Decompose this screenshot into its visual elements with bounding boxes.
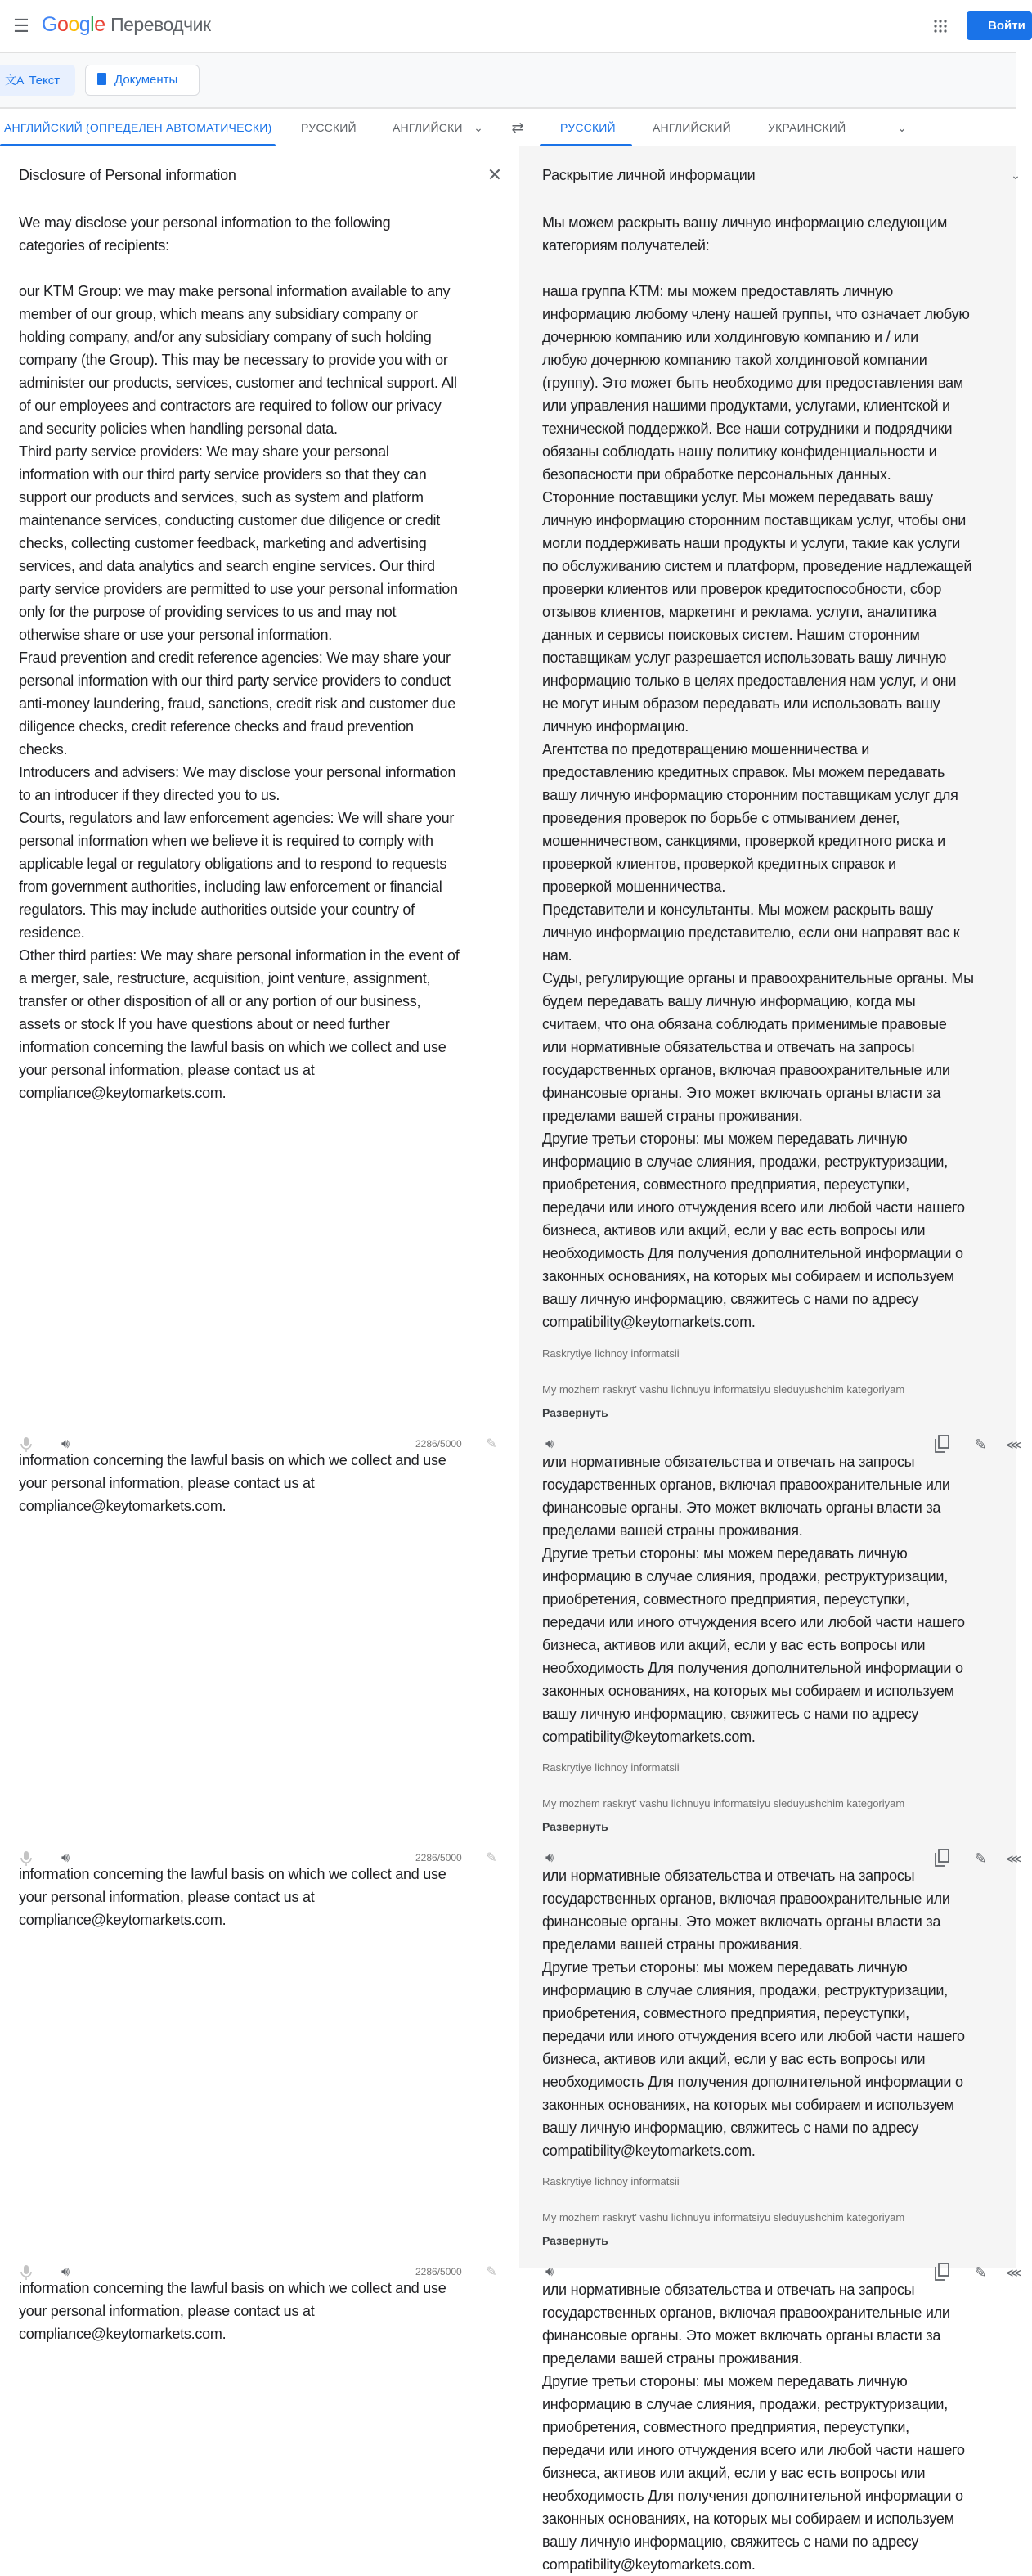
target-text-line: информацию в случае слияния, продажи, реструктуризации,: [542, 2396, 948, 2412]
target-text-line: пределами вашей страны проживания.: [542, 1108, 803, 1124]
source-text-line: otherwise share or use your personal information.: [19, 627, 332, 643]
source-text-line: Courts, regulators and law enforcement agencies: We will share your: [19, 810, 455, 826]
target-text-line: будем передавать вашу личную информацию, когда мы: [542, 993, 916, 1009]
target-text-line: Агентства по предотвращению мошенничества и: [542, 741, 870, 758]
source-text-line: of our employees and contractors are required to follow our privacy: [19, 398, 442, 414]
target-text-line: информацию в случае слияния, продажи, реструктуризации,: [542, 1153, 948, 1170]
target-text-line: вашу личную информацию сторонним поставщикам услуг для: [542, 787, 958, 803]
expand-link[interactable]: Развернуть: [542, 2234, 608, 2247]
target-listen-speaker-icon[interactable]: 🔊︎: [545, 1851, 554, 1865]
suggest-edit-pencil-icon[interactable]: ✎: [974, 2264, 987, 2281]
target-text-line: compatibility@keytomarkets.com.: [542, 1314, 756, 1330]
target-text-line: необходимость Для получения дополнительной информации о: [542, 1245, 963, 1261]
copy-icon[interactable]: [932, 1847, 952, 1868]
target-more-chevron-icon[interactable]: ⌄: [897, 120, 907, 134]
source-text-line: your personal information, please contact us at: [19, 2303, 315, 2319]
language-bar: [0, 109, 1016, 146]
text-mode-label: Текст: [29, 74, 61, 88]
source-text-line: holding company, and/or any subsidiary company of such holding: [19, 329, 432, 345]
target-text-line: пределами вашей страны проживания.: [542, 2350, 803, 2367]
source-text-line: regulators. This may include authorities outside your country of: [19, 901, 415, 918]
copy-icon[interactable]: [932, 1433, 952, 1454]
source-text-line: categories of recipients:: [19, 237, 169, 254]
target-text-line: любую дочернюю компанию такой холдинговой компании: [542, 352, 927, 368]
source-text-line: support our products and services, such as system and platform: [19, 489, 424, 506]
target-text-line: compatibility@keytomarkets.com.: [542, 1729, 756, 1745]
source-text-line: our KTM Group: we may make personal information available to any: [19, 283, 451, 299]
target-text-line: финансовые органы. Это может включать органы власти за: [542, 1085, 941, 1101]
clear-source-close-icon[interactable]: ✕: [487, 164, 503, 185]
suggest-edit-pencil-icon[interactable]: ✎: [974, 1436, 987, 1453]
target-text-line: по обслуживанию систем и платформ, проведение надлежащей: [542, 558, 972, 574]
target-text-line: бизнеса, активов или акций, если у вас есть вопросы или: [542, 2051, 926, 2067]
source-text-line: maintenance services, conducting customer due diligence or credit: [19, 512, 441, 528]
source-lang-detected[interactable]: АНГЛИЙСКИЙ (ОПРЕДЕЛЕН АВТОМАТИЧЕСКИ): [4, 121, 272, 134]
source-lang-english[interactable]: АНГЛИЙСКИ: [393, 121, 463, 134]
source-text-line: member of our group, which means any subsidiary company or: [19, 306, 418, 322]
target-text-line: считаем, что она обязана соблюдать применимые правовые: [542, 1016, 947, 1032]
target-text-line: бизнеса, активов или акций, если у вас есть вопросы или: [542, 1637, 926, 1653]
source-text-line: only for the purpose of providing services to us and may not: [19, 604, 397, 620]
source-text-line: to an introducer if they directed you to us.: [19, 787, 280, 803]
target-text-line: безопасности при обработке персональных данных.: [542, 466, 891, 483]
target-text-line: вашу личную информацию, свяжитесь с нами по адресу: [542, 1291, 919, 1307]
source-text-line: information concerning the lawful basis on which we collect and use: [19, 1866, 446, 1882]
source-text-line: personal information with our third party service providers to conduct: [19, 672, 451, 689]
source-text-line: services, and data analytics and search engine services. Our third: [19, 558, 435, 574]
target-text-line: приобретения, совместного предприятия, переуступки,: [542, 1591, 909, 1607]
share-icon[interactable]: ⋘: [1006, 1437, 1022, 1451]
target-text-line: необходимость Для получения дополнительной информации о: [542, 2488, 963, 2504]
target-text-line: передачи или иного отчуждения всего или любой части нашего: [542, 2028, 965, 2044]
source-text-line: from government authorities, including law enforcement or financial: [19, 879, 442, 895]
source-lang-underline: [0, 144, 276, 146]
target-text-line: мошенничеством, санкциями, проверкой кредитного риска и: [542, 833, 945, 849]
source-text-line: transfer or other disposition of all or any portion of our business,: [19, 993, 421, 1009]
target-listen-speaker-icon[interactable]: 🔊︎: [545, 2265, 554, 2279]
share-icon[interactable]: ⋘: [1006, 2265, 1022, 2279]
edit-pencil-icon[interactable]: ✎: [486, 1437, 497, 1451]
target-text-line: предоставлению кредитных справок. Мы можем передавать: [542, 764, 945, 780]
source-text-line: information concerning the lawful basis on which we collect and use: [19, 1452, 446, 1468]
target-text-line: информацию в случае слияния, продажи, реструктуризации,: [542, 1568, 948, 1585]
target-text-line: финансовые органы. Это может включать органы власти за: [542, 1499, 941, 1516]
source-text-line: Third party service providers: We may share your personal: [19, 443, 389, 460]
target-text-line: пределами вашей страны проживания.: [542, 1936, 803, 1953]
source-text-line: compliance@keytomarkets.com.: [19, 2326, 227, 2342]
edit-pencil-icon[interactable]: ✎: [486, 1851, 497, 1865]
target-text-line: Другие третьи стороны: мы можем передавать личную: [542, 1131, 908, 1147]
target-text-line: передачи или иного отчуждения всего или любой части нашего: [542, 2442, 965, 2458]
source-text-line: Fraud prevention and credit reference agencies: We may share your: [19, 650, 451, 666]
target-text-line: Суды, регулирующие органы и правоохранительные органы. Мы: [542, 970, 974, 987]
target-text-line: вашу личную информацию, свяжитесь с нами по адресу: [542, 2120, 919, 2136]
target-text-line: финансовые органы. Это может включать органы власти за: [542, 1913, 941, 1930]
romanization-text: My mozhem raskryt' vashu lichnuyu informatsiyu sleduyushchim kategoriyam: [542, 1383, 905, 1396]
target-text-line: обязаны соблюдать нашу политику конфиденциальности и: [542, 443, 937, 460]
copy-icon[interactable]: [932, 2261, 952, 2282]
source-lang-russian[interactable]: РУССКИЙ: [301, 121, 357, 134]
swap-languages-icon[interactable]: ⇄: [511, 119, 524, 136]
expand-link[interactable]: Развернуть: [542, 1406, 608, 1419]
target-text-line: технической поддержкой. Все наши сотрудники и подрядчики: [542, 420, 953, 437]
target-text-line: приобретения, совместного предприятия, переуступки,: [542, 2005, 909, 2021]
target-text-line: проверкой клиентов, проверкой кредитных справок и: [542, 856, 896, 872]
target-text-line: бизнеса, активов или акций, если у вас есть вопросы или: [542, 1222, 926, 1239]
target-text-line: Другие третьи стороны: мы можем передавать личную: [542, 2373, 908, 2389]
target-text-line: (группу). Это может быть необходимо для предоставления вам: [542, 375, 963, 391]
romanization-text: My mozhem raskryt' vashu lichnuyu informatsiyu sleduyushchim kategoriyam: [542, 1797, 905, 1809]
share-icon[interactable]: ⋘: [1006, 1851, 1022, 1865]
documents-mode-button[interactable]: [85, 65, 200, 96]
target-text-line: или нормативные обязательства и отвечать на запросы: [542, 1868, 915, 1884]
source-text-line: Other third parties: We may share personal information in the event of: [19, 947, 460, 964]
target-text-line: поставщикам услуг разрешается использовать вашу личную: [542, 650, 947, 666]
target-lang-ukrainian[interactable]: УКРАИНСКИЙ: [768, 121, 846, 134]
target-text-line: могли поддерживать наши продукты и услуги, такие как услуги: [542, 535, 961, 551]
text-mode-button[interactable]: [0, 65, 75, 96]
target-text-line: передачи или иного отчуждения всего или любой части нашего: [542, 1199, 965, 1216]
source-more-chevron-icon[interactable]: ⌄: [473, 120, 483, 134]
target-text-line: дочернюю компанию или холдинговую компанию и / или: [542, 329, 918, 345]
document-icon: [97, 73, 106, 85]
target-text-line: государственных органов, включая правоохранительные или: [542, 1477, 950, 1493]
target-lang-english[interactable]: АНГЛИЙСКИЙ: [653, 121, 731, 134]
romanization-title: Raskrytiye lichnoy informatsii: [542, 1761, 680, 1774]
product-name: Переводчик: [110, 14, 211, 35]
target-text-line: законных основаниях, на которых мы собираем и используем: [542, 2097, 954, 2113]
source-text-line: Introducers and advisers: We may disclose your personal information: [19, 764, 456, 780]
source-text-line: anti-money laundering, fraud, sanctions, credit risk and customer due: [19, 695, 456, 712]
target-text-line: проверки клиентов или проверок кредитоспособности, сбор: [542, 581, 942, 597]
character-count: 2286/5000: [415, 1852, 462, 1863]
app-header: [0, 0, 1025, 53]
menu-icon[interactable]: ☰: [13, 16, 29, 36]
source-text-line: your personal information, please contact us at: [19, 1889, 315, 1905]
source-text-line: information concerning the lawful basis on which we collect and use: [19, 2280, 446, 2296]
translate-icon: 文A: [5, 74, 25, 87]
edit-pencil-icon[interactable]: ✎: [486, 2265, 497, 2279]
target-text-line: законных основаниях, на которых мы собираем и используем: [542, 2511, 954, 2527]
apps-grid-icon[interactable]: [929, 15, 952, 38]
target-text-line: нам.: [542, 947, 572, 964]
target-text-line: информацию только в целях предоставления нам услуг, и они: [542, 672, 957, 689]
romanization-title: Raskrytiye lichnoy informatsii: [542, 1347, 680, 1360]
expand-link[interactable]: Развернуть: [542, 1820, 608, 1833]
target-text-line: пределами вашей страны проживания.: [542, 1522, 803, 1539]
target-text-line: законных основаниях, на которых мы собираем и используем: [542, 1683, 954, 1699]
target-text-line: или нормативные обязательства и отвечать на запросы: [542, 1039, 915, 1055]
target-text-line: или управления нашими продуктами, услугами, клиентской и: [542, 398, 950, 414]
source-text-line: residence.: [19, 924, 85, 941]
source-text-line: company (the Group). This may be necessary to provide you with or: [19, 352, 448, 368]
target-text-line: категориям получателей:: [542, 237, 710, 254]
source-text-line: checks.: [19, 741, 68, 758]
google-logo[interactable]: Google Переводчик: [42, 13, 211, 36]
target-text-line: или нормативные обязательства и отвечать на запросы: [542, 1454, 915, 1470]
source-text-line: assets or stock If you have questions about or need further: [19, 1016, 390, 1032]
source-listen-speaker-icon[interactable]: 🔊︎: [61, 1851, 70, 1865]
source-text-line: information concerning the lawful basis on which we collect and use: [19, 1039, 446, 1055]
target-text-line: приобретения, совместного предприятия, переуступки,: [542, 2419, 909, 2435]
romanization-title: Raskrytiye lichnoy informatsii: [542, 2175, 680, 2187]
suggest-edit-pencil-icon[interactable]: ✎: [974, 1850, 987, 1867]
target-listen-speaker-icon[interactable]: 🔊︎: [545, 1437, 554, 1451]
character-count: 2286/5000: [415, 2266, 462, 2277]
target-text-line: необходимость Для получения дополнительной информации о: [542, 2074, 963, 2090]
target-text-line: информацию в случае слияния, продажи, реструктуризации,: [542, 1982, 948, 1998]
source-text-line: We may disclose your personal information to the following: [19, 214, 391, 231]
romanization-text: My mozhem raskryt' vashu lichnuyu informatsiyu sleduyushchim kategoriyam: [542, 2211, 905, 2223]
target-title: Раскрытие личной информации: [542, 167, 756, 183]
target-text-line: или нормативные обязательства и отвечать на запросы: [542, 2282, 915, 2298]
target-text-line: вашу личную информацию, свяжитесь с нами по адресу: [542, 2533, 919, 2550]
target-text-line: Сторонние поставщики услуг. Мы можем передавать вашу: [542, 489, 933, 506]
target-text-line: данных и сервисы поисковых систем. Нашим сторонним: [542, 627, 920, 643]
source-title[interactable]: Disclosure of Personal information: [19, 167, 236, 183]
target-text-line: compatibility@keytomarkets.com.: [542, 2142, 756, 2159]
target-text-line: Мы можем раскрыть вашу личную информацию следующим: [542, 214, 948, 231]
source-text-line: party service providers are permitted to use your personal information: [19, 581, 458, 597]
source-text-line: applicable legal or regulatory obligations and to respond to requests: [19, 856, 447, 872]
source-text-line: information with our third party service providers so that they can: [19, 466, 427, 483]
source-text-line: compliance@keytomarkets.com.: [19, 1912, 227, 1928]
target-text-line: государственных органов, включая правоохранительные или: [542, 2304, 950, 2321]
source-text-line: administer our products, services, customer and technical support. All: [19, 375, 457, 391]
target-text-line: личную информацию.: [542, 718, 689, 735]
source-listen-speaker-icon[interactable]: 🔊︎: [61, 2265, 70, 2279]
source-text-line: your personal information, please contact us at: [19, 1475, 315, 1491]
target-text-line: наша группа KTM: мы можем предоставлять личную: [542, 283, 894, 299]
target-text-line: Другие третьи стороны: мы можем передавать личную: [542, 1959, 908, 1976]
sign-in-button[interactable]: Войти: [967, 11, 1032, 40]
source-text-line: compliance@keytomarkets.com.: [19, 1498, 227, 1514]
target-text-line: законных основаниях, на которых мы собираем и используем: [542, 1268, 954, 1284]
source-listen-speaker-icon[interactable]: 🔊︎: [61, 1437, 70, 1451]
target-text-line: проведения проверок по борьбе с отмыванием денег,: [542, 810, 900, 826]
target-chevron-icon[interactable]: ⌄: [1011, 168, 1021, 182]
documents-mode-label: Документы: [114, 73, 178, 87]
target-text-line: государственных органов, включая правоохранительные или: [542, 1890, 950, 1907]
target-text-line: приобретения, совместного предприятия, переуступки,: [542, 1176, 909, 1193]
target-text-line: необходимость Для получения дополнительной информации о: [542, 1660, 963, 1676]
target-text-line: информацию любому члену нашей группы, что означает любую: [542, 306, 970, 322]
source-text-line: personal information when we believe it is required to comply with: [19, 833, 433, 849]
target-text-line: передачи или иного отчуждения всего или любой части нашего: [542, 1614, 965, 1630]
target-text-line: Другие третьи стороны: мы можем передавать личную: [542, 1545, 908, 1562]
source-text-line: a merger, sale, restructure, acquisition, joint venture, assignment,: [19, 970, 431, 987]
target-text-line: финансовые органы. Это может включать органы власти за: [542, 2327, 941, 2344]
target-text-line: Представители и консультанты. Мы можем раскрыть вашу: [542, 901, 933, 918]
source-text-line: and security policies when handling personal data.: [19, 420, 338, 437]
target-text-line: не могут иным образом передавать или использовать вашу: [542, 695, 940, 712]
source-text-line: diligence checks, credit reference checks and fraud prevention: [19, 718, 414, 735]
target-text-line: отзывов клиентов, маркетинг и реклама. услуги, аналитика: [542, 604, 936, 620]
target-lang-russian[interactable]: РУССКИЙ: [560, 121, 616, 134]
mode-tabs: [0, 53, 1016, 109]
source-text-line: checks, collecting customer feedback, marketing and advertising: [19, 535, 427, 551]
target-text-line: вашу личную информацию, свяжитесь с нами по адресу: [542, 1706, 919, 1722]
target-text-line: личную информацию сторонним поставщикам услуг, чтобы они: [542, 512, 967, 528]
target-text-line: проверкой мошенничества.: [542, 879, 726, 895]
character-count: 2286/5000: [415, 1438, 462, 1450]
target-text-line: государственных органов, включая правоохранительные или: [542, 1062, 950, 1078]
source-text-line: compliance@keytomarkets.com.: [19, 1085, 227, 1101]
source-text-line: your personal information, please contact us at: [19, 1062, 315, 1078]
target-text-line: compatibility@keytomarkets.com.: [542, 2556, 756, 2573]
target-text-line: личную информацию представителю, если они направят вас к: [542, 924, 960, 941]
target-text-line: бизнеса, активов или акций, если у вас есть вопросы или: [542, 2465, 926, 2481]
